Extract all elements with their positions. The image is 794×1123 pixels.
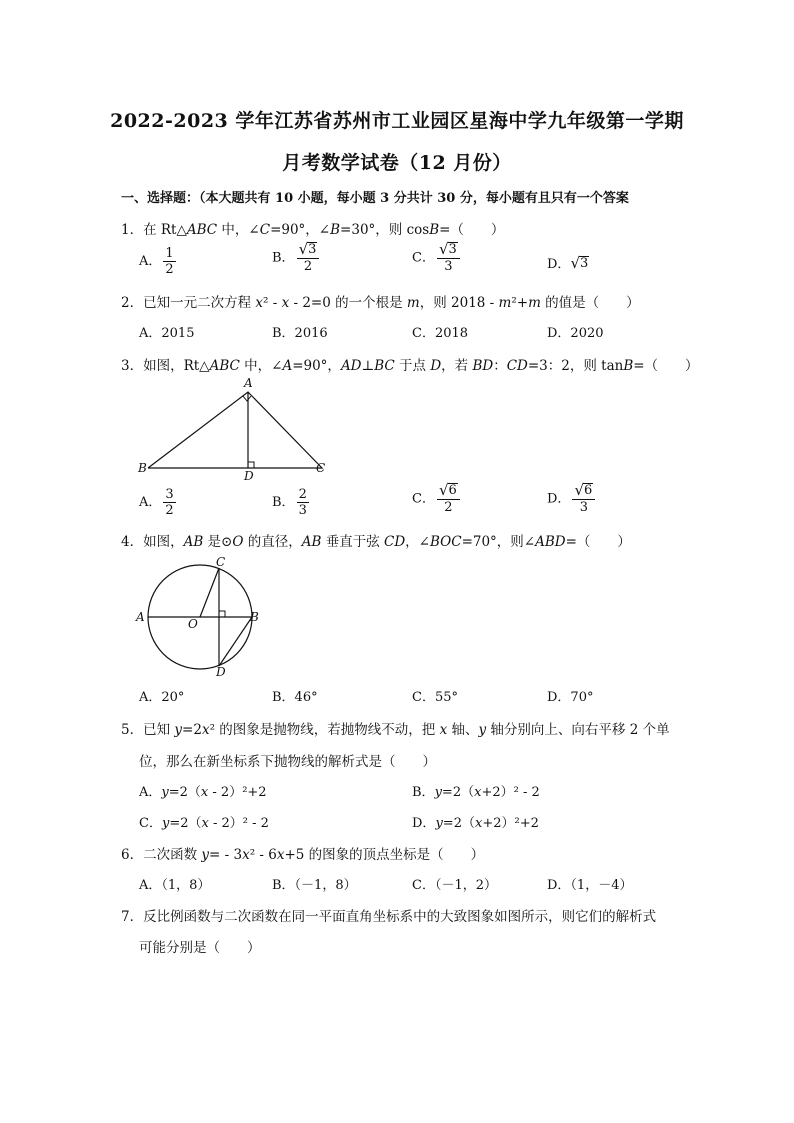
q2-option-c[interactable]: C．2018 (412, 326, 469, 341)
q5-option-c[interactable]: C．y=2（x - 2）² - 2 (139, 816, 269, 831)
q4-option-a[interactable]: A．20° (139, 690, 185, 705)
question-3: 3．如图，Rt△ABC 中，∠A=90°，AD⊥BC 于点 D，若 BD：CD=3：2，则 tanB=（ ） (121, 358, 699, 374)
title-line-2: 月考数学试卷（12 月份） (282, 152, 512, 174)
q5-option-a[interactable]: A．y=2（x - 2）²+2 (139, 785, 267, 800)
question-5-line-2: 位，那么在新坐标系下抛物线的解析式是（ ） (139, 754, 436, 770)
q4-label-o: O (188, 617, 198, 631)
q6-option-a[interactable]: A．（1，8） (139, 878, 211, 893)
q1-option-b[interactable]: B． √ 3 2 (272, 242, 319, 274)
question-4: 4．如图，AB 是⊙O 的直径，AB 垂直于弦 CD，∠BOC=70°，则∠ABD=（ ） (121, 534, 631, 550)
q4-option-d[interactable]: D．70° (547, 690, 594, 705)
question-5: 5．已知 y=2x² 的图象是抛物线，若抛物线不动，把 x 轴、y 轴分别向上、向右平移 2 个单 (121, 722, 670, 738)
q3-label-d: D (244, 469, 254, 483)
q3-option-d[interactable]: D． √ 6 3 (547, 483, 595, 515)
q2-option-a[interactable]: A．2015 (139, 326, 195, 341)
q4-option-c[interactable]: C．55° (412, 690, 458, 705)
q3-option-c[interactable]: C． √ 6 2 (412, 483, 460, 515)
q4-circle-figure (132, 552, 268, 682)
q2-option-b[interactable]: B．2016 (272, 326, 328, 341)
q1-option-d[interactable]: D． √ 3 (547, 254, 589, 272)
question-1: 1．在 Rt△ABC 中，∠C=90°，∠B=30°，则 cosB=（ ） (121, 222, 505, 238)
q3-option-b[interactable]: B． $\frac{2}{3}$ (272, 487, 307, 518)
q6-option-c[interactable]: C．（－1，2） (412, 878, 497, 893)
question-7: 7．反比例函数与二次函数在同一平面直角坐标系中的大致图象如图所示，则它们的解析式 (121, 909, 657, 925)
question-2: 2．已知一元二次方程 x² - x - 2=0 的一个根是 m，则 2018 - m²+m 的值是（ ） (121, 295, 640, 311)
q5-option-b[interactable]: B．y=2（x+2）² - 2 (412, 785, 540, 800)
q3-label-a: A (244, 376, 253, 390)
q3-option-a[interactable]: A． $\frac{3}{2}$ (139, 487, 174, 518)
q1-option-c[interactable]: C． √ 3 3 (412, 242, 460, 274)
q4-label-a: A (136, 610, 145, 624)
q4-label-b: B (250, 610, 259, 624)
q4-option-b[interactable]: B．46° (272, 690, 318, 705)
q4-label-c: C (216, 555, 226, 569)
q3-triangle-figure (130, 374, 340, 486)
title-line-1: 2022-2023 学年江苏省苏州市工业园区星海中学九年级第一学期 (110, 110, 684, 132)
q3-label-c: C (316, 461, 326, 475)
q2-option-d[interactable]: D．2020 (547, 326, 604, 341)
q3-label-b: B (138, 461, 147, 475)
q6-option-d[interactable]: D．（1，－4） (547, 878, 633, 893)
q1-option-a[interactable]: A． $\frac{1}{2}$ (139, 246, 174, 277)
q4-label-d: D (216, 665, 226, 679)
q5-option-d[interactable]: D．y=2（x+2）²+2 (412, 816, 539, 831)
q6-option-b[interactable]: B．（－1，8） (272, 878, 357, 893)
question-7-line-2: 可能分别是（ ） (139, 940, 261, 956)
question-6: 6．二次函数 y= - 3x² - 6x+5 的图象的顶点坐标是（ ） (121, 847, 485, 863)
section-heading: 一、选择题：（本大题共有 10 小题，每小题 3 分共计 30 分，每小题有且只有一个答案 (121, 191, 629, 206)
